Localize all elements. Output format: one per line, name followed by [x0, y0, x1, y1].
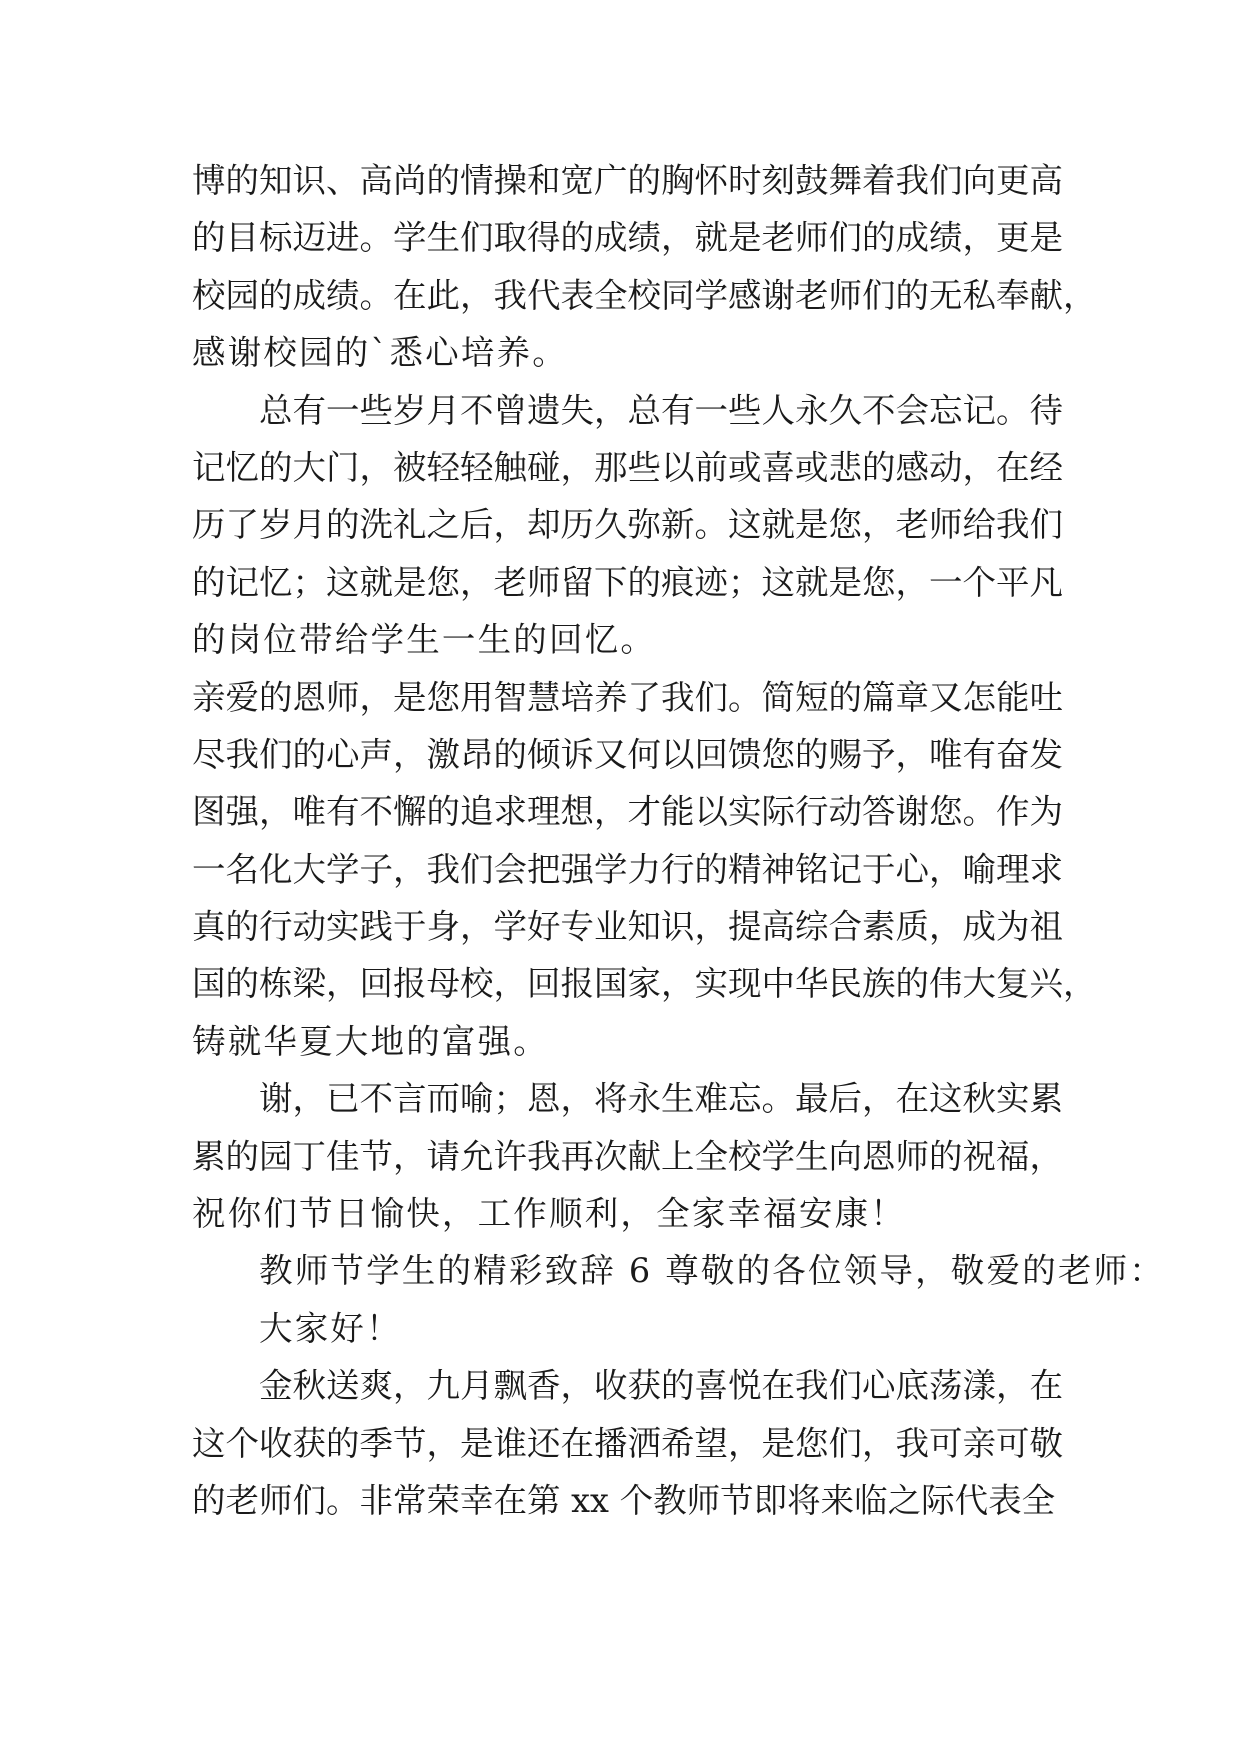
- text-line: 博的知识、高尚的情操和宽广的胸怀时刻鼓舞着我们向更高: [192, 161, 1063, 200]
- text-line: 图强，唯有不懈的追求理想，才能以实际行动答谢您。作为: [192, 792, 1063, 832]
- text-line: 这个收获的季节，是谁还在播洒希望，是您们，我可亲可敬: [192, 1423, 1063, 1463]
- text-line: 历了岁月的洗礼之后，却历久弥新。这就是您，老师给我们: [192, 505, 1063, 545]
- text-line: 国的栋梁，回报母校，回报国家，实现中华民族的伟大复兴，: [192, 964, 1097, 1004]
- text-line: 的目标迈进。学生们取得的成绩，就是老师们的成绩，更是: [192, 218, 1063, 258]
- text-line: 一名化大学子，我们会把强学力行的精神铭记于心，喻理求: [192, 849, 1063, 889]
- text-line: 记忆的大门，被轻轻触碰，那些以前或喜或悲的感动，在经: [192, 447, 1063, 487]
- text-line: 铸就华夏大地的富强。: [192, 1021, 549, 1061]
- text-line: 大家好！: [259, 1308, 402, 1348]
- text-line: 累的园丁佳节，请允许我再次献上全校学生向恩师的祝福，: [192, 1136, 1063, 1176]
- text-line: 谢，已不言而喻；恩，将永生难忘。最后，在这秋实累: [259, 1079, 1063, 1119]
- text-line: 亲爱的恩师，是您用智慧培养了我们。简短的篇章又怎能吐: [192, 677, 1063, 717]
- text-line: 金秋送爽，九月飘香，收获的喜悦在我们心底荡漾，在: [259, 1366, 1063, 1406]
- text-line: 真的行动实践于身，学好专业知识，提高综合素质，成为祖: [192, 907, 1063, 947]
- text-line: 的记忆；这就是您，老师留下的痕迹；这就是您，一个平凡: [192, 562, 1063, 602]
- text-line: 的老师们。非常荣幸在第 xx 个教师节即将来临之际代表全: [192, 1480, 1056, 1520]
- text-line: 教师节学生的精彩致辞 6 尊敬的各位领导，敬爱的老师：: [259, 1251, 1166, 1291]
- text-line: 尽我们的心声，激昂的倾诉又何以回馈您的赐予，唯有奋发: [192, 734, 1063, 774]
- text-line: 总有一些岁月不曾遗失，总有一些人永久不会忘记。待: [259, 390, 1063, 430]
- text-line: 祝你们节日愉快，工作顺利，全家幸福安康！: [192, 1194, 906, 1234]
- text-line: 感谢校园的`悉心培养。: [192, 333, 568, 373]
- text-line: 校园的成绩。在此，我代表全校同学感谢老师们的无私奉献，: [192, 275, 1097, 315]
- text-line: 的岗位带给学生一生的回忆。: [192, 620, 657, 660]
- body-text: [192, 152, 1166, 1529]
